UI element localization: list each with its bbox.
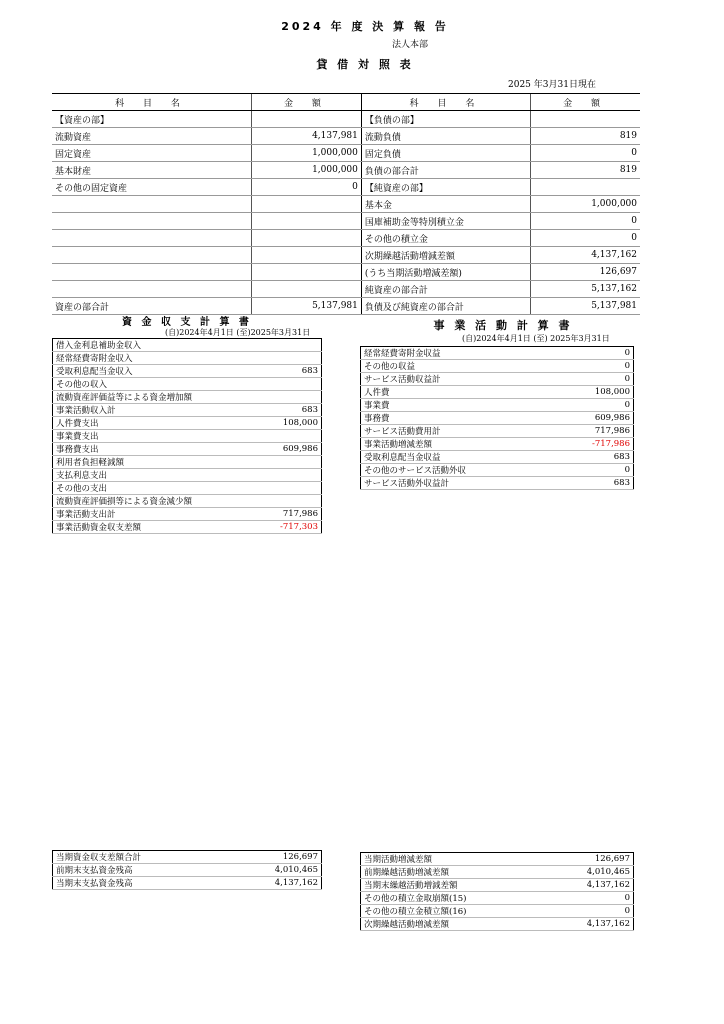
bs-cell — [52, 264, 252, 281]
bs-cell: 0 — [252, 179, 362, 196]
table-row — [361, 373, 634, 386]
row-label: 支払利息支出 — [53, 469, 258, 482]
row-amount: 609,986 — [554, 412, 633, 425]
bs-cell — [52, 213, 252, 230]
table-row — [52, 298, 640, 315]
row-label: 事業活動資金収支差額 — [53, 521, 258, 534]
table-row — [53, 430, 322, 443]
row-label: 次期繰越活動増減差額 — [361, 918, 548, 931]
bs-cell: 国庫補助金等特別積立金 — [361, 213, 530, 230]
table-row — [53, 482, 322, 495]
bs-cell — [52, 281, 252, 298]
bs-cell: 固定負債 — [361, 145, 530, 162]
row-amount: 683 — [554, 451, 633, 464]
bs-cell: 【負債の部】 — [361, 111, 530, 128]
table-row — [361, 477, 634, 490]
row-label: その他の積立金取崩額(15) — [361, 892, 548, 905]
table-row — [53, 352, 322, 365]
row-amount — [257, 456, 321, 469]
row-label: その他の収入 — [53, 378, 258, 391]
cash-flow-summary — [52, 850, 322, 890]
row-amount: 108,000 — [554, 386, 633, 399]
table-row — [52, 145, 640, 162]
row-label: 借入金利息補助金収入 — [53, 339, 258, 352]
bs-cell: 126,697 — [531, 264, 640, 281]
row-amount — [257, 495, 321, 508]
table-row — [53, 365, 322, 378]
bs-cell: 負債及び純資産の部合計 — [361, 298, 530, 315]
org-name: 法人本部 — [392, 40, 429, 50]
bs-cell: 5,137,162 — [531, 281, 640, 298]
row-label: その他の支出 — [53, 482, 258, 495]
table-row — [52, 162, 640, 179]
table-row — [361, 879, 634, 892]
cash-flow-table — [52, 338, 322, 534]
row-amount: 0 — [554, 399, 633, 412]
table-row — [53, 495, 322, 508]
row-amount: -717,303 — [257, 521, 321, 534]
row-amount: 126,697 — [548, 853, 634, 866]
bs-cell — [252, 247, 362, 264]
bs-cell: その他の積立金 — [361, 230, 530, 247]
row-label: 経常経費寄附金収入 — [53, 352, 258, 365]
row-amount — [257, 378, 321, 391]
row-label: その他の積立金積立額(16) — [361, 905, 548, 918]
row-amount: 4,137,162 — [548, 879, 634, 892]
row-amount: 683 — [257, 365, 321, 378]
bs-cell: その他の固定資産 — [52, 179, 252, 196]
table-row — [361, 412, 634, 425]
table-row — [53, 456, 322, 469]
table-row — [52, 128, 640, 145]
bs-cell — [252, 213, 362, 230]
table-row — [52, 179, 640, 196]
row-amount: 717,986 — [257, 508, 321, 521]
row-amount: 0 — [554, 464, 633, 477]
bs-cell: (うち当期活動増減差額) — [361, 264, 530, 281]
row-label: 受取利息配当金収入 — [53, 365, 258, 378]
row-label: 事業活動収入計 — [53, 404, 258, 417]
bs-header: 科 目 名 — [361, 94, 530, 111]
row-amount — [257, 469, 321, 482]
bs-cell — [52, 196, 252, 213]
table-row — [361, 866, 634, 879]
bs-cell: 1,000,000 — [252, 145, 362, 162]
bs-cell: 【純資産の部】 — [361, 179, 530, 196]
bs-cell — [252, 111, 362, 128]
row-label: 事務費支出 — [53, 443, 258, 456]
row-amount: 0 — [554, 360, 633, 373]
row-label: 当期末繰越活動増減差額 — [361, 879, 548, 892]
table-row — [53, 469, 322, 482]
row-label: 当期末支払資金残高 — [53, 877, 227, 890]
table-row — [361, 425, 634, 438]
cash-flow-title: 資 金 収 支 計 算 書 — [122, 317, 252, 328]
bs-cell: 資産の部合計 — [52, 298, 252, 315]
activity-table — [360, 346, 634, 490]
table-row — [53, 521, 322, 534]
table-row — [361, 399, 634, 412]
row-label: 経常経費寄附金収益 — [361, 347, 555, 360]
bs-cell: 4,137,162 — [531, 247, 640, 264]
row-amount: 108,000 — [257, 417, 321, 430]
bs-cell: 【資産の部】 — [52, 111, 252, 128]
row-label: 人件費支出 — [53, 417, 258, 430]
bs-cell: 基本財産 — [52, 162, 252, 179]
bs-cell: 0 — [531, 213, 640, 230]
bs-cell: 固定資産 — [52, 145, 252, 162]
row-label: 事務費 — [361, 412, 555, 425]
report-title: 2024 年 度 決 算 報 告 — [281, 20, 449, 33]
row-amount — [257, 430, 321, 443]
row-label: 前期繰越活動増減差額 — [361, 866, 548, 879]
row-amount: 4,137,162 — [548, 918, 634, 931]
bs-cell — [252, 230, 362, 247]
row-label: 受取利息配当金収益 — [361, 451, 555, 464]
row-label: 当期資金収支差額合計 — [53, 851, 227, 864]
table-row — [361, 438, 634, 451]
activity-period: (自)2024年4月1日 (至) 2025年3月31日 — [462, 334, 610, 343]
bs-cell: 負債の部合計 — [361, 162, 530, 179]
bs-cell: 5,137,981 — [252, 298, 362, 315]
bs-header: 金 額 — [252, 94, 362, 111]
row-amount: -717,986 — [554, 438, 633, 451]
table-row — [361, 918, 634, 931]
bs-cell: 819 — [531, 128, 640, 145]
row-label: その他のサービス活動外収 — [361, 464, 555, 477]
row-amount: 126,697 — [227, 851, 322, 864]
activity-summary — [360, 852, 634, 931]
row-label: その他の収益 — [361, 360, 555, 373]
table-row — [52, 213, 640, 230]
bs-cell — [531, 111, 640, 128]
row-label: 前期末支払資金残高 — [53, 864, 227, 877]
bs-cell: 流動負債 — [361, 128, 530, 145]
table-row — [361, 464, 634, 477]
table-row — [53, 339, 322, 352]
row-label: 人件費 — [361, 386, 555, 399]
table-row — [53, 404, 322, 417]
row-amount: 609,986 — [257, 443, 321, 456]
row-label: 利用者負担軽減額 — [53, 456, 258, 469]
bs-cell: 819 — [531, 162, 640, 179]
table-row — [52, 247, 640, 264]
cash-flow-period: (自)2024年4月1日 (至)2025年3月31日 — [165, 328, 311, 337]
bs-cell — [252, 264, 362, 281]
table-row — [53, 851, 322, 864]
table-row — [53, 391, 322, 404]
activity-title: 事 業 活 動 計 算 書 — [433, 319, 573, 332]
row-label: サービス活動収益計 — [361, 373, 555, 386]
table-row — [53, 378, 322, 391]
table-row — [52, 196, 640, 213]
bs-cell: 1,000,000 — [531, 196, 640, 213]
table-row — [53, 443, 322, 456]
table-row — [361, 905, 634, 918]
row-amount: 683 — [257, 404, 321, 417]
row-label: 流動資産評価損等による資金減少額 — [53, 495, 258, 508]
balance-sheet-table — [52, 93, 640, 315]
balance-sheet-title: 貸 借 対 照 表 — [316, 58, 414, 71]
row-amount: 4,010,465 — [227, 864, 322, 877]
table-row — [361, 853, 634, 866]
bs-cell: 次期繰越活動増減差額 — [361, 247, 530, 264]
row-label: 流動資産評価益等による資金増加額 — [53, 391, 258, 404]
row-label: 事業活動増減差額 — [361, 438, 555, 451]
bs-cell: 5,137,981 — [531, 298, 640, 315]
table-row — [52, 281, 640, 298]
bs-cell — [252, 196, 362, 213]
table-row — [361, 892, 634, 905]
row-label: サービス活動費用計 — [361, 425, 555, 438]
bs-cell — [531, 179, 640, 196]
bs-cell: 流動資産 — [52, 128, 252, 145]
bs-cell: 0 — [531, 230, 640, 247]
bs-header: 金 額 — [531, 94, 640, 111]
bs-cell: 4,137,981 — [252, 128, 362, 145]
bs-cell: 純資産の部合計 — [361, 281, 530, 298]
row-amount — [257, 391, 321, 404]
row-amount — [257, 339, 321, 352]
row-label: 当期活動増減差額 — [361, 853, 548, 866]
bs-cell: 0 — [531, 145, 640, 162]
table-row — [361, 347, 634, 360]
table-row — [52, 264, 640, 281]
table-row — [53, 417, 322, 430]
row-amount: 4,010,465 — [548, 866, 634, 879]
table-row — [53, 508, 322, 521]
row-amount: 0 — [548, 892, 634, 905]
row-label: 事業活動支出計 — [53, 508, 258, 521]
bs-cell: 基本金 — [361, 196, 530, 213]
table-row — [53, 877, 322, 890]
bs-cell — [52, 230, 252, 247]
table-row — [361, 451, 634, 464]
table-row — [52, 111, 640, 128]
bs-cell — [252, 281, 362, 298]
row-amount: 717,986 — [554, 425, 633, 438]
row-label: 事業費支出 — [53, 430, 258, 443]
row-amount — [257, 482, 321, 495]
row-label: 事業費 — [361, 399, 555, 412]
row-amount: 0 — [548, 905, 634, 918]
as-of-date: 2025 年3月31日現在 — [508, 80, 596, 90]
row-amount: 0 — [554, 347, 633, 360]
row-amount: 4,137,162 — [227, 877, 322, 890]
row-amount: 0 — [554, 373, 633, 386]
table-row — [361, 360, 634, 373]
bs-cell: 1,000,000 — [252, 162, 362, 179]
row-amount: 683 — [554, 477, 633, 490]
row-label: サービス活動外収益計 — [361, 477, 555, 490]
row-amount — [257, 352, 321, 365]
table-row — [53, 864, 322, 877]
bs-cell — [52, 247, 252, 264]
table-row — [52, 230, 640, 247]
bs-header: 科 目 名 — [52, 94, 252, 111]
table-row — [361, 386, 634, 399]
